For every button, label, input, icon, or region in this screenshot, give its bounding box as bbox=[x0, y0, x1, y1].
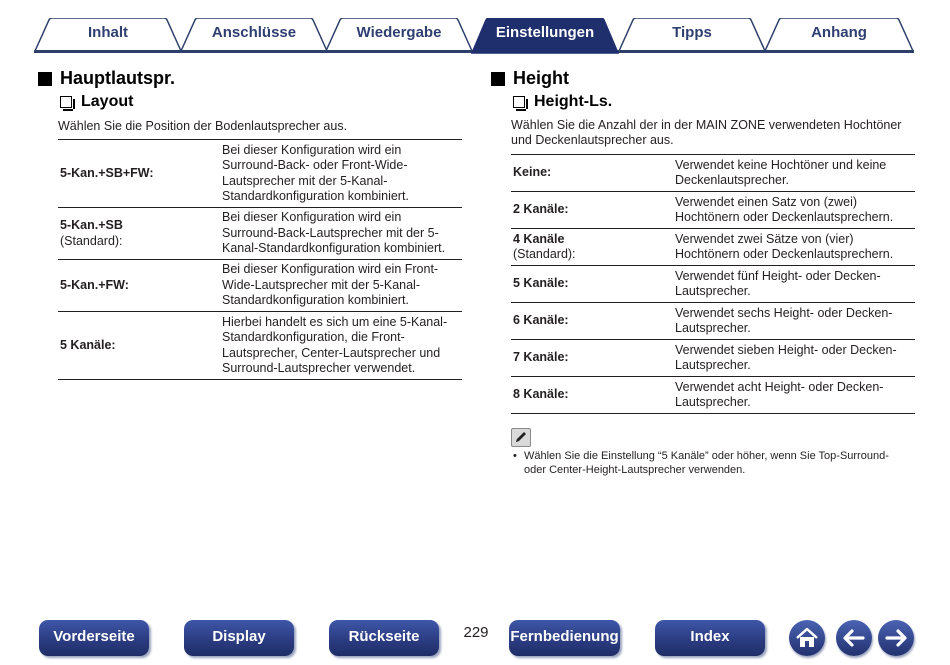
option-key: 7 Kanäle: bbox=[511, 340, 673, 377]
rueckseite-button[interactable] bbox=[329, 620, 439, 656]
tab-anschluesse[interactable] bbox=[180, 18, 328, 52]
layout-options-table bbox=[58, 139, 462, 380]
button-label: Vorderseite bbox=[53, 628, 135, 645]
tab-wiedergabe[interactable] bbox=[325, 18, 473, 52]
option-description: Verwendet sechs Height- oder Decken-Lautsprecher. bbox=[673, 303, 915, 340]
option-description: Verwendet sieben Height- oder Decken-Lautsprecher. bbox=[673, 340, 915, 377]
fernbedienung-button[interactable] bbox=[509, 620, 620, 656]
square-bullet-icon bbox=[491, 72, 505, 86]
tab-bar bbox=[0, 0, 950, 56]
tab-label: Anhang bbox=[811, 24, 867, 41]
option-key: 5 Kanäle: bbox=[511, 266, 673, 303]
layout-intro: Wählen Sie die Position der Bodenlautsprecher aus. bbox=[58, 119, 348, 133]
option-description: Bei dieser Konfiguration wird ein Surround-Back-Lautsprecher mit der 5-Kanal-Standardkonfiguration kombiniert. bbox=[220, 208, 462, 260]
heading-text: Hauptlautspr. bbox=[60, 68, 176, 88]
tab-label: Wiedergabe bbox=[356, 24, 442, 41]
tab-label: Tipps bbox=[672, 24, 712, 41]
forward-arrow-icon[interactable] bbox=[878, 620, 914, 656]
button-label: Index bbox=[690, 628, 730, 645]
table-row bbox=[511, 303, 915, 340]
tab-tipps[interactable] bbox=[618, 18, 766, 52]
note-body: Wählen Sie die Einstellung “5 Kanäle” oder höher, wenn Sie Top-Surround- oder Center-Height-Lautsprecher verwenden. bbox=[524, 450, 889, 476]
table-row bbox=[511, 340, 915, 377]
back-arrow-icon[interactable] bbox=[836, 620, 872, 656]
option-description: Bei dieser Konfiguration wird ein Surround-Back- oder Front-Wide-Lautsprecher mit der 5-Kanal-Standardkonfiguration kombiniert. bbox=[220, 140, 462, 208]
heading-text: Height bbox=[513, 68, 569, 88]
option-description: Verwendet fünf Height- oder Decken-Lautsprecher. bbox=[673, 266, 915, 303]
table-row bbox=[58, 312, 462, 380]
button-label: Rückseite bbox=[348, 628, 420, 645]
option-key: Keine: bbox=[511, 155, 673, 192]
page-number: 229 bbox=[463, 624, 489, 641]
height-options-table bbox=[511, 154, 915, 414]
option-description: Hierbei handelt es sich um eine 5-Kanal-Standardkonfiguration, die Front-Lautsprecher, Center-Lautsprecher und Surround-Lautsprecher verwendet. bbox=[220, 312, 462, 380]
tab-anhang[interactable] bbox=[764, 18, 914, 52]
height-intro: Wählen Sie die Anzahl der in der MAIN ZONE verwendeten Hochtöner und Deckenlautsprecher aus. bbox=[511, 118, 902, 147]
tab-label: Inhalt bbox=[88, 24, 128, 41]
pencil-icon bbox=[511, 428, 531, 447]
table-row bbox=[511, 266, 915, 303]
note-text bbox=[513, 449, 913, 477]
button-label: Fernbedienung bbox=[510, 628, 619, 645]
option-key: 5-Kan.+SB (Standard): bbox=[58, 208, 220, 260]
square-bullet-icon bbox=[38, 72, 52, 86]
table-row bbox=[511, 377, 915, 414]
section-heading-hauptlautspr bbox=[38, 68, 175, 89]
checkbox-outline-icon bbox=[513, 96, 525, 108]
index-button[interactable] bbox=[655, 620, 765, 656]
option-key: 5-Kan.+SB+FW: bbox=[58, 140, 220, 208]
option-description: Verwendet keine Hochtöner und keine Deckenlautsprecher. bbox=[673, 155, 915, 192]
table-row bbox=[511, 155, 915, 192]
tab-label: Einstellungen bbox=[495, 24, 595, 41]
option-description: Verwendet einen Satz von (zwei) Hochtönern oder Deckenlautsprechern. bbox=[673, 192, 915, 229]
option-key: 5 Kanäle: bbox=[58, 312, 220, 380]
table-row bbox=[511, 229, 915, 266]
option-key: 2 Kanäle: bbox=[511, 192, 673, 229]
section-heading-height bbox=[491, 68, 569, 89]
button-label: Display bbox=[212, 628, 266, 645]
table-row bbox=[58, 140, 462, 208]
tab-inhalt[interactable] bbox=[34, 18, 182, 52]
subheading-height-ls bbox=[513, 93, 612, 111]
note-bullet: • bbox=[513, 450, 517, 462]
option-key: 6 Kanäle: bbox=[511, 303, 673, 340]
table-row bbox=[58, 260, 462, 312]
tab-label: Anschlüsse bbox=[211, 24, 297, 41]
subheading-text: Layout bbox=[81, 93, 134, 110]
subheading-text: Height-Ls. bbox=[534, 93, 613, 110]
option-description: Verwendet zwei Sätze von (vier) Hochtönern oder Deckenlautsprechern. bbox=[673, 229, 915, 266]
vorderseite-button[interactable] bbox=[39, 620, 149, 656]
tab-einstellungen[interactable] bbox=[471, 18, 619, 52]
option-key: 5-Kan.+FW: bbox=[58, 260, 220, 312]
table-row bbox=[511, 192, 915, 229]
option-key: 4 Kanäle (Standard): bbox=[511, 229, 673, 266]
option-description: Bei dieser Konfiguration wird ein Front-Wide-Lautsprecher mit der 5-Kanal-Standardkonfiguration kombiniert. bbox=[220, 260, 462, 312]
option-key: 8 Kanäle: bbox=[511, 377, 673, 414]
table-row bbox=[58, 208, 462, 260]
checkbox-outline-icon bbox=[60, 96, 72, 108]
subheading-layout bbox=[60, 93, 133, 111]
display-button[interactable] bbox=[184, 620, 294, 656]
home-icon[interactable] bbox=[789, 620, 825, 656]
option-description: Verwendet acht Height- oder Decken-Lautsprecher. bbox=[673, 377, 915, 414]
